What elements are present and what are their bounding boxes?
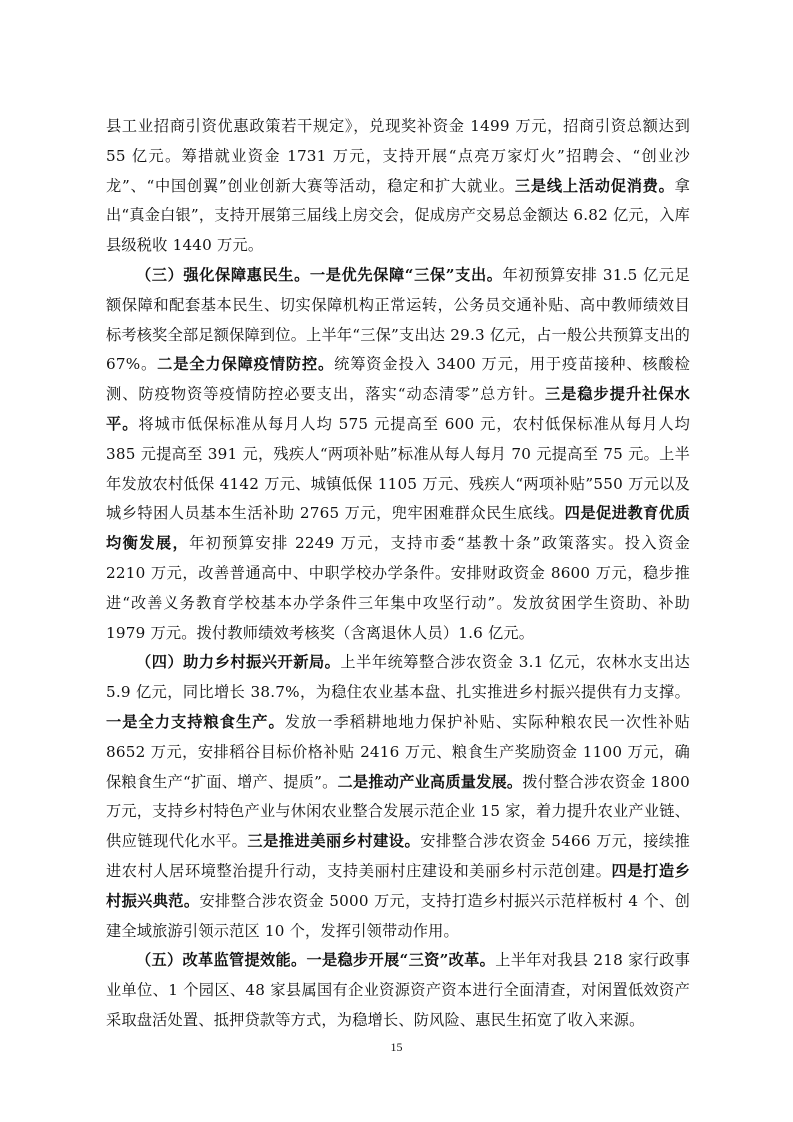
section-heading: （五）改革监管提效能。一是稳步开展“三资”改革。 — [136, 951, 496, 970]
page-number: 15 — [390, 1040, 403, 1054]
text-segment: 安排整合涉农资金 5466 万元，接续推进农村人居环境整治提升行动，支持美丽村庄建设和美丽乡村示范创建。 — [106, 832, 691, 880]
text-segment: 拨付整合涉农资金 1800 万元，支持乡村特色产业与休闲农业整合发展示范企业 15 家，着力提升农业产业链、供应链现代化水平。 — [106, 772, 690, 851]
bold-heading: 一是全力支持粮食生产。 — [106, 712, 285, 731]
paragraph-4 — [106, 946, 690, 1035]
text-segment: 将城市低保标准从每月人均 575 元提高至 600 元，农村低保标准从每月人均 385 元提高至 391 元，残疾人“两项补贴”标准从每人每月 70 元提高至 75 元。上半年发放农村低保 4142 万元、城镇低保 1105 万元、残疾人“两项补贴”550 万元以及城乡特困人员基本生活补助 2765 万元，兜牢困难群众民生底线。 — [106, 414, 690, 523]
bold-heading: 四是促进教育优质均衡发展， — [106, 504, 690, 553]
text-segment: 拿出“真金白银”，支持开展第三届线上房交会，促成房产交易总金额达 6.82 亿元，入库县级税收 1440 万元。 — [106, 176, 690, 255]
text-segment: 统筹资金投入 3400 万元，用于疫苗接种、核酸检测、防疫物资等疫情防控必要支出，落实“动态清零”总方针。 — [106, 355, 690, 404]
text-segment: 年初预算安排 2249 万元，支持市委“基教十条”政策落实。投入资金 2210 万元，改善普通高中、中职学校办学条件。安排财政资金 8600 万元，稳步推进“改善义务教育学校基本办学条件三年集中攻坚行动”。发放贫困学生资助、补助 1979 万元。拨付教师绩效考核奖（含离退休人员）1.6 亿元。 — [106, 534, 691, 642]
text-segment: 上半年对我县 218 家行政事业单位、1 个园区、48 家县属国有企业资源资产资本进行全面清查，对闲置低效资产采取盘活处置、抵押贷款等方式，为稳增长、防风险、惠民生拓宽了收入来源。 — [106, 951, 690, 1029]
section-heading: （四）助力乡村振兴开新局。 — [136, 653, 341, 672]
document-body — [106, 112, 690, 1036]
text-segment: 安排整合涉农资金 5000 万元，支持打造乡村振兴示范样板村 4 个、创建全域旅游引领示范区 10 个，发挥引领带动作用。 — [106, 891, 691, 940]
bold-heading: 三是推进美丽乡村建设。 — [247, 832, 421, 851]
text-segment: 县工业招商引资优惠政策若干规定》，兑现奖补资金 1499 万元，招商引资总额达到 55 亿元。筹措就业资金 1731 万元，支持开展“点亮万家灯火”招聘会、“创业沙龙”、“中国创翼”创业创新大赛等活动，稳定和扩大就业。 — [106, 117, 690, 195]
paragraph-1 — [106, 112, 690, 261]
bold-heading: 二是全力保障疫情防控。 — [157, 355, 335, 374]
bold-heading: 二是推动产业高质量发展。 — [337, 772, 523, 791]
bold-heading: 四是打造乡村振兴典范。 — [106, 861, 691, 910]
paragraph-2 — [106, 261, 690, 648]
paragraph-3 — [106, 648, 690, 946]
text-segment: 上半年统筹整合涉农资金 3.1 亿元，农林水支出达 5.9 亿元，同比增长 38.7%，为稳住农业基本盘、扎实推进乡村振兴提供有力支撑。 — [106, 653, 691, 702]
bold-heading: 三是稳步提升社保水平。 — [106, 385, 690, 433]
bold-heading: 三是线上活动促消费。 — [514, 176, 675, 195]
section-heading: （三）强化保障惠民生。一是优先保障“三保”支出。 — [136, 265, 503, 284]
text-segment: 年初预算安排 31.5 亿元足额保障和配套基本民生、切实保障机构正常运转，公务员交通补贴、高中教师绩效目标考核奖全部足额保障到位。上半年“三保”支出达 29.3 亿元，占一般公共预算支出的 67%。 — [106, 265, 690, 374]
text-segment: 发放一季稻耕地地力保护补贴、实际种粮农民一次性补贴 8652 万元，安排稻谷目标价格补贴 2416 万元、粮食生产奖励资金 1100 万元，确保粮食生产“扩面、增产、提质”。 — [106, 712, 691, 791]
